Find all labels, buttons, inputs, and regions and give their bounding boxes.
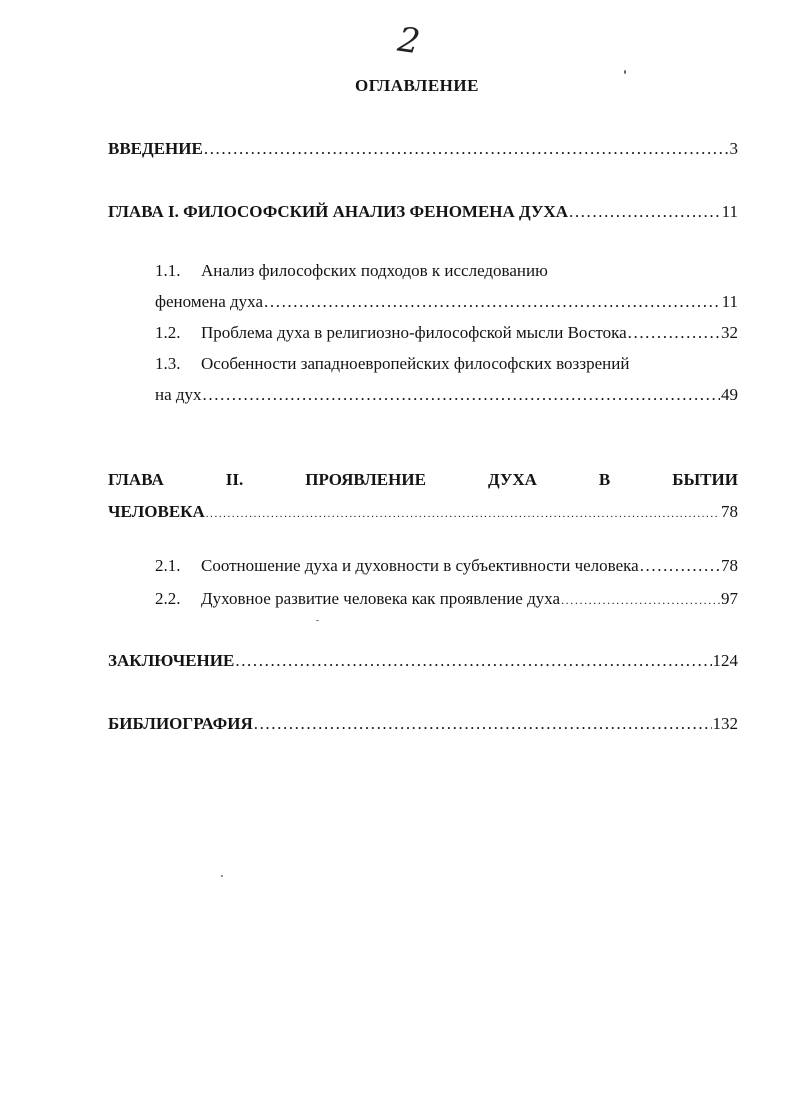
chapter-2-word: ДУХА xyxy=(487,470,537,489)
toc-entry-label: ЗАКЛЮЧЕНИЕ xyxy=(108,651,235,670)
dot-leader xyxy=(254,714,712,734)
toc-entry-page: 97 xyxy=(721,589,738,608)
toc-entry-label-text: Проблема духа в религиозно-философской мысли Востока xyxy=(201,323,627,342)
toc-entry-chapter-2-line1 xyxy=(108,470,738,490)
toc-entry-label: БИБЛИОГРАФИЯ xyxy=(108,714,253,733)
toc-entry-label xyxy=(155,323,627,343)
handwritten-page-number: 2 xyxy=(395,19,423,63)
toc-entry-page: 132 xyxy=(712,714,738,733)
chapter-2-word: ПРОЯВЛЕНИЕ xyxy=(305,470,426,489)
scan-speck xyxy=(221,875,223,877)
toc-entry-label: ЧЕЛОВЕКА xyxy=(108,502,205,521)
toc-entry-1-3-line2 xyxy=(155,385,738,405)
scan-speck xyxy=(316,620,319,621)
section-number: 1.2. xyxy=(155,323,181,342)
toc-entry-label-text: Соотношение духа и духовности в субъективности человека xyxy=(201,556,639,575)
dot-leader xyxy=(264,292,721,312)
dot-leader xyxy=(561,590,720,610)
chapter-2-word: II. xyxy=(225,470,244,489)
toc-entry-label: на дух xyxy=(155,385,202,404)
dot-leader xyxy=(206,504,720,524)
chapter-2-word: БЫТИИ xyxy=(672,470,738,489)
toc-entry-page: 32 xyxy=(721,323,738,342)
toc-entry-1-3-line1 xyxy=(155,354,629,374)
toc-entry-page: 78 xyxy=(721,556,738,575)
toc-entry-2-2 xyxy=(155,589,738,610)
toc-entry-intro xyxy=(108,139,738,159)
toc-entry-chapter-2-line2 xyxy=(108,502,738,524)
scan-speck xyxy=(624,70,626,74)
dot-leader xyxy=(235,651,711,671)
dot-leader xyxy=(640,556,720,576)
toc-entry-page: 3 xyxy=(729,139,738,158)
toc-entry-label-text: Духовное развитие человека как проявление духа xyxy=(201,589,561,608)
toc-entry-1-1-line1 xyxy=(155,261,548,281)
toc-entry-label: Особенности западноевропейских философских воззрений xyxy=(201,354,630,373)
toc-entry-label xyxy=(155,556,639,576)
toc-entry-1-1-line2 xyxy=(155,292,738,312)
toc-entry-label: ГЛАВА I. ФИЛОСОФСКИЙ АНАЛИЗ ФЕНОМЕНА ДУХА xyxy=(108,202,568,221)
toc-entry-label: Анализ философских подходов к исследованию xyxy=(201,261,548,280)
page-title: ОГЛАВЛЕНИЕ xyxy=(355,76,479,95)
toc-entry-bibliography xyxy=(108,714,738,734)
dot-leader xyxy=(203,385,720,405)
dot-leader xyxy=(569,202,721,222)
toc-entry-1-2 xyxy=(155,323,738,343)
section-number: 2.2. xyxy=(155,589,181,608)
toc-entry-page: 78 xyxy=(721,502,738,521)
toc-entry-chapter-1 xyxy=(108,202,738,222)
section-number: 1.1. xyxy=(155,261,181,280)
toc-entry-page: 11 xyxy=(721,292,738,311)
toc-entry-2-1 xyxy=(155,556,738,576)
toc-entry-page: 11 xyxy=(721,202,738,221)
toc-entry-label: ВВЕДЕНИЕ xyxy=(108,139,203,158)
toc-entry-label: феномена духа xyxy=(155,292,264,311)
toc-entry-page: 124 xyxy=(712,651,738,670)
chapter-2-word: В xyxy=(598,470,611,489)
chapter-2-word: ГЛАВА xyxy=(108,470,164,489)
dot-leader xyxy=(628,323,720,343)
section-number: 1.3. xyxy=(155,354,181,373)
toc-entry-label xyxy=(155,589,560,609)
dot-leader xyxy=(204,139,729,159)
section-number: 2.1. xyxy=(155,556,181,575)
toc-entry-conclusion xyxy=(108,651,738,671)
toc-entry-page: 49 xyxy=(721,385,738,404)
